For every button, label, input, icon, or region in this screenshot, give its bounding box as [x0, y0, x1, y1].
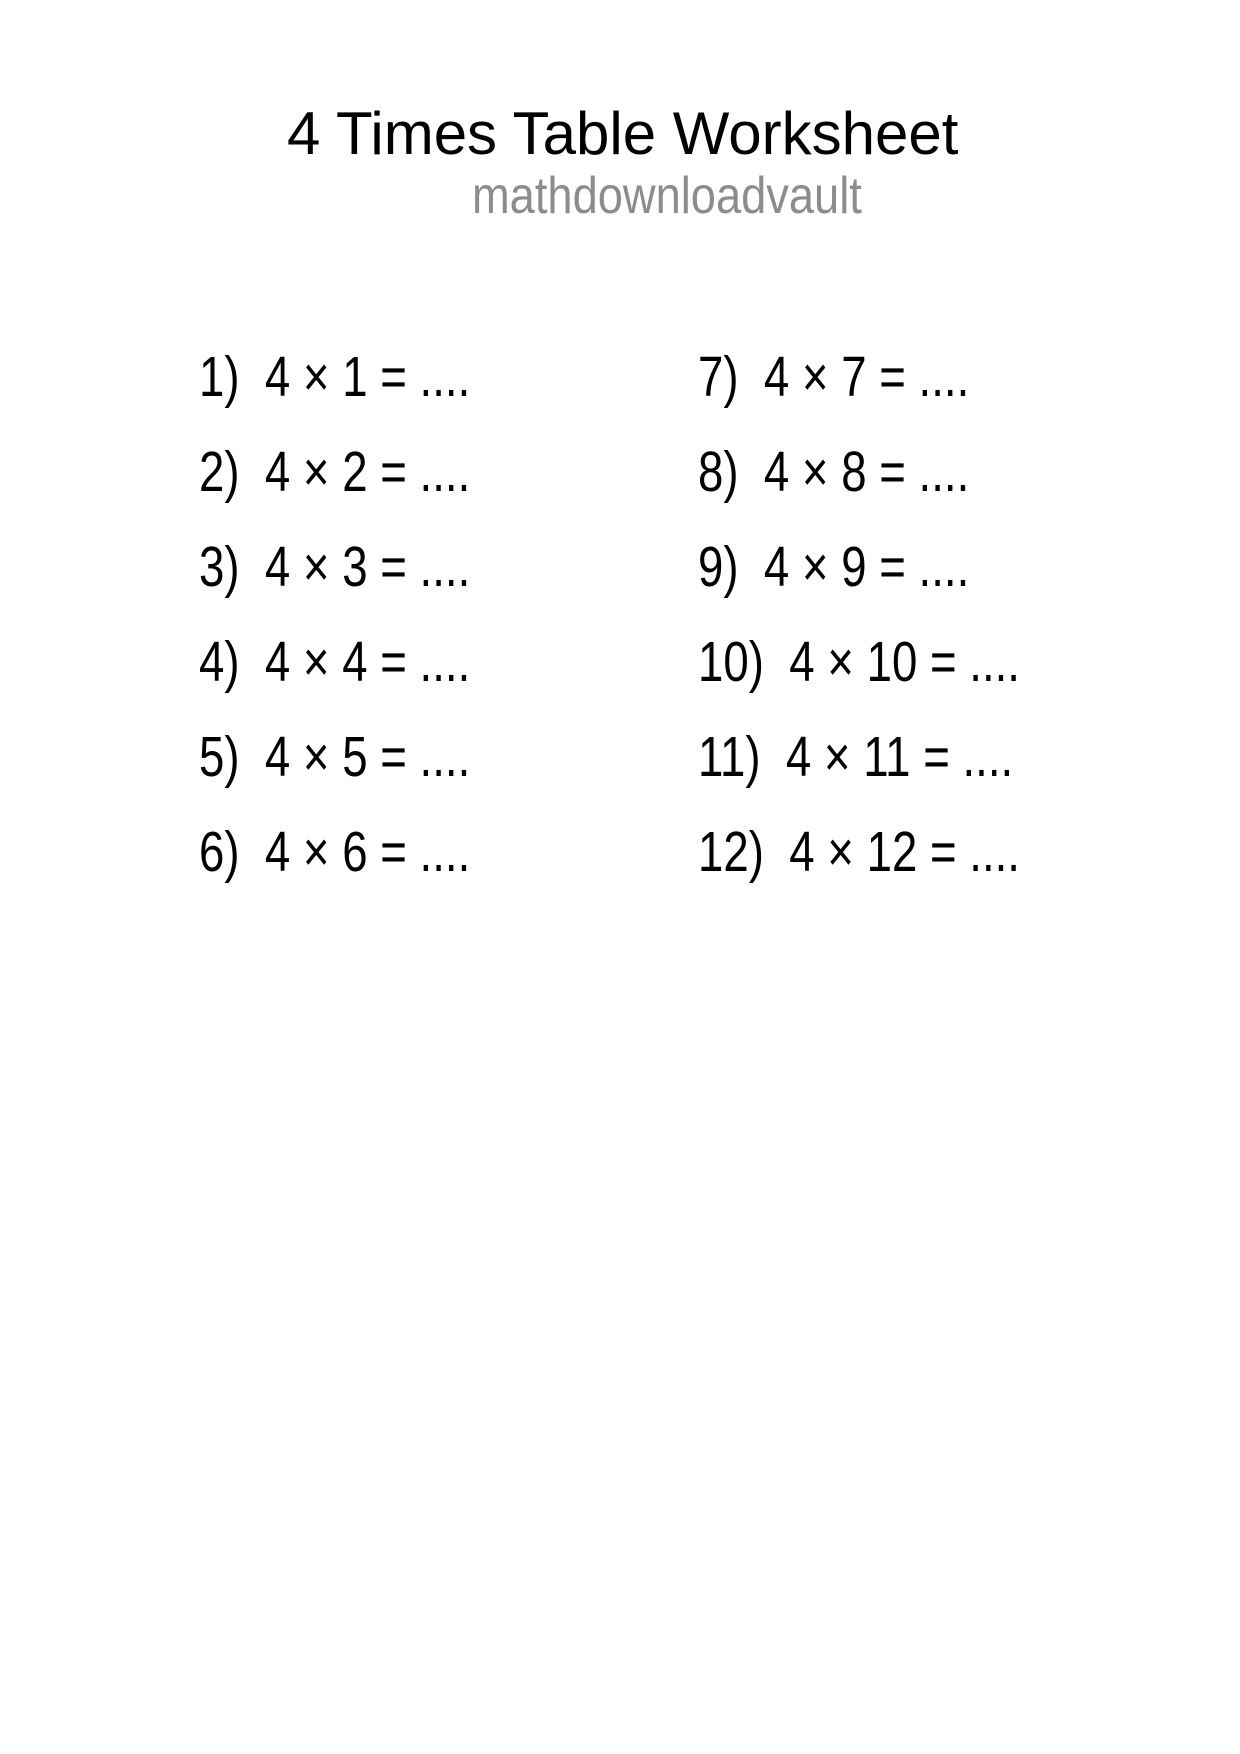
problem-expression: 4 × 7 = .... — [763, 345, 970, 409]
problem-expression: 4 × 8 = .... — [763, 440, 970, 504]
problems-column-left — [199, 330, 538, 900]
problem-number: 5) — [199, 725, 240, 789]
problem-number: 4) — [199, 630, 240, 694]
problem-number: 11) — [698, 725, 761, 789]
page-subtitle: mathdownloadvault — [472, 167, 862, 225]
problem-expression: 4 × 4 = .... — [264, 630, 471, 694]
problem-row — [199, 805, 538, 900]
problem-expression: 4 × 1 = .... — [264, 345, 471, 409]
problem-row — [698, 805, 1100, 900]
problem-number: 10) — [698, 630, 764, 694]
problems-column-right — [698, 330, 1100, 900]
problem-number: 3) — [199, 535, 240, 599]
problem-number: 7) — [698, 345, 739, 409]
problem-row — [698, 615, 1100, 710]
problem-expression: 4 × 12 = .... — [789, 820, 1020, 884]
problem-row — [199, 330, 538, 425]
problem-expression: 4 × 3 = .... — [264, 535, 471, 599]
problem-expression: 4 × 11 = .... — [785, 725, 1014, 789]
problem-expression: 4 × 2 = .... — [264, 440, 471, 504]
problem-expression: 4 × 10 = .... — [789, 630, 1020, 694]
problem-number: 9) — [698, 535, 739, 599]
problem-expression: 4 × 6 = .... — [264, 820, 471, 884]
problem-number: 6) — [199, 820, 240, 884]
problem-row — [698, 330, 1100, 425]
problem-row — [698, 425, 1100, 520]
problem-number: 2) — [199, 440, 240, 504]
problem-row — [199, 615, 538, 710]
problem-row — [199, 710, 538, 805]
problem-row — [199, 520, 538, 615]
problem-expression: 4 × 5 = .... — [264, 725, 471, 789]
problem-row — [698, 520, 1100, 615]
problem-expression: 4 × 9 = .... — [763, 535, 970, 599]
problem-number: 12) — [698, 820, 764, 884]
problem-number: 1) — [199, 345, 240, 409]
problem-row — [199, 425, 538, 520]
page-title: 4 Times Table Worksheet — [287, 100, 959, 167]
problem-number: 8) — [698, 440, 739, 504]
problem-row — [698, 710, 1100, 805]
